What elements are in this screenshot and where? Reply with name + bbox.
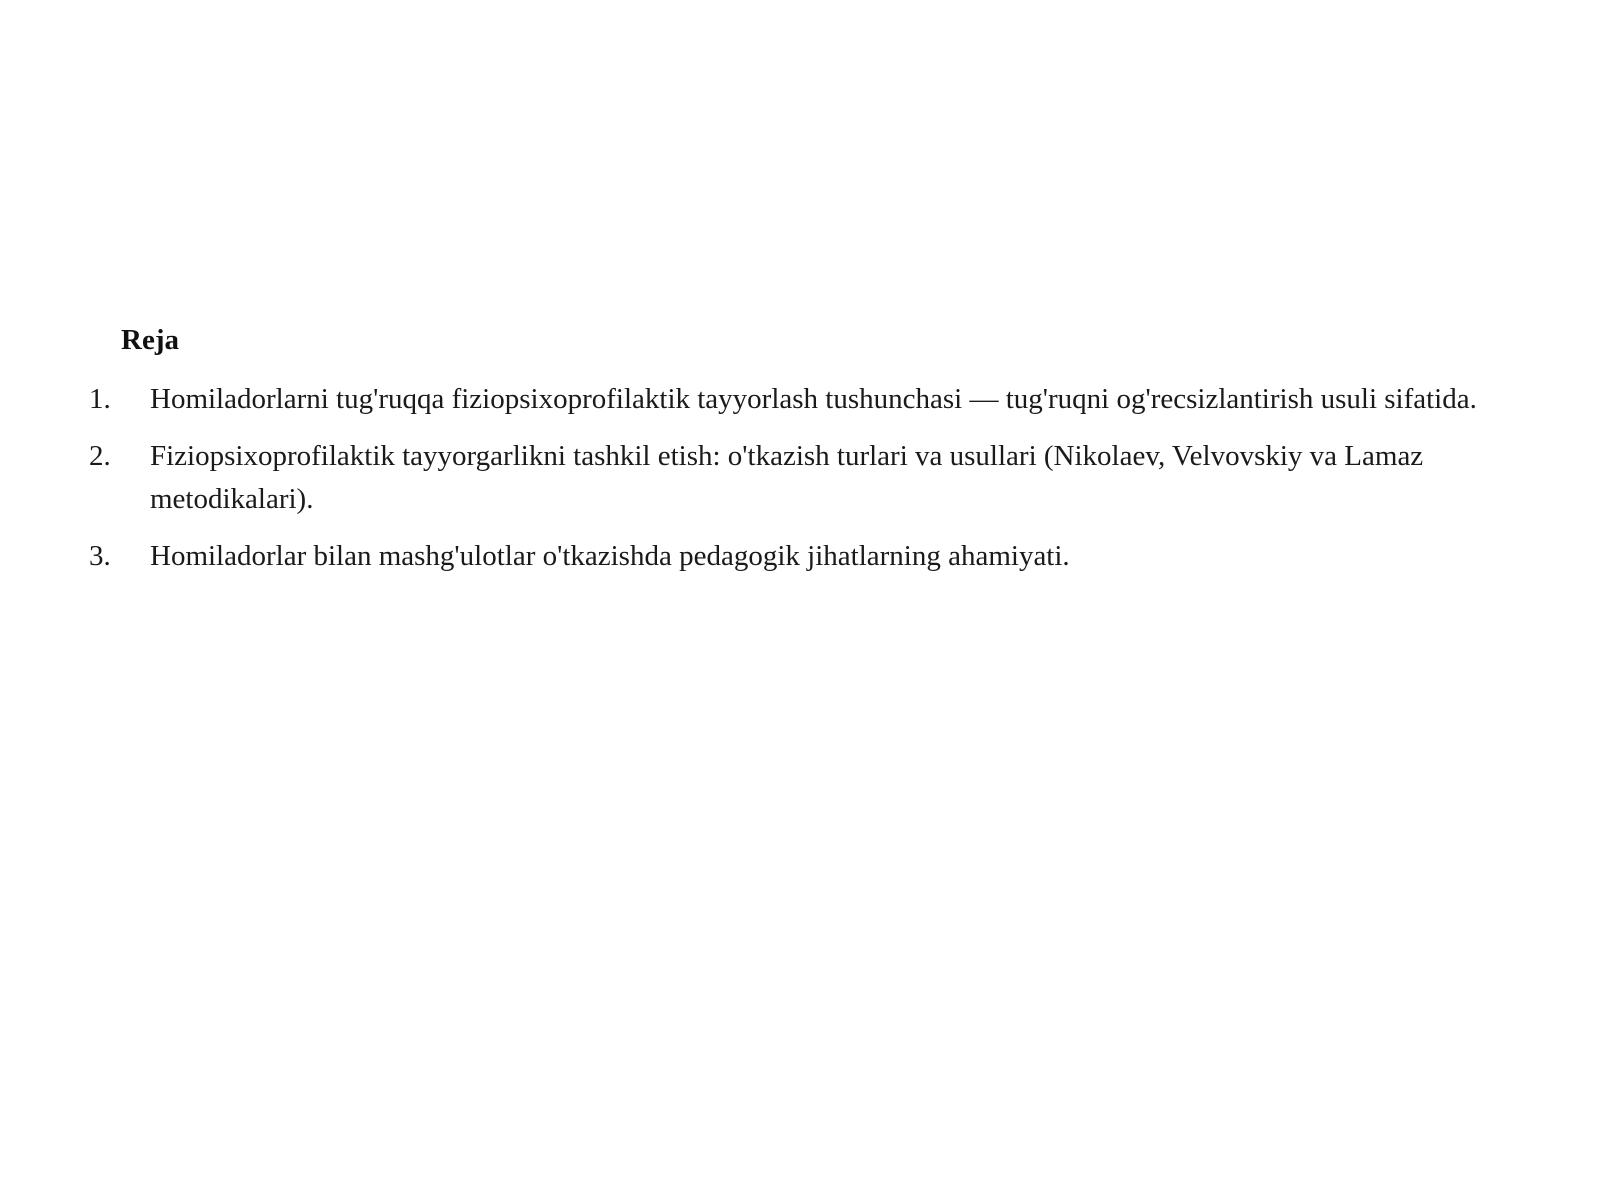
plan-item bbox=[89, 435, 1529, 521]
plan-item-number: 3. bbox=[89, 540, 111, 572]
plan-item-text: Homiladorlarni tug'ruqqa fiziopsixoprofilaktik tayyorlash tushunchasi — tug'ruqni og'recsizlantirish usuli sifatida. bbox=[150, 383, 1477, 415]
plan-item bbox=[89, 535, 1529, 578]
plan-item-number: 1. bbox=[89, 383, 111, 415]
plan-list bbox=[89, 378, 1529, 592]
plan-item-number: 2. bbox=[89, 440, 111, 472]
plan-item-text: Homiladorlar bilan mashg'ulotlar o'tkazishda pedagogik jihatlarning ahamiyati. bbox=[150, 540, 1070, 572]
plan-item bbox=[89, 378, 1529, 421]
plan-title: Reja bbox=[121, 324, 179, 356]
plan-item-text: Fiziopsixoprofilaktik tayyorgarlikni tashkil etish: o'tkazish turlari va usullari (Nikolaev, Velvovskiy va Lamaz metodikalari). bbox=[150, 440, 1424, 515]
